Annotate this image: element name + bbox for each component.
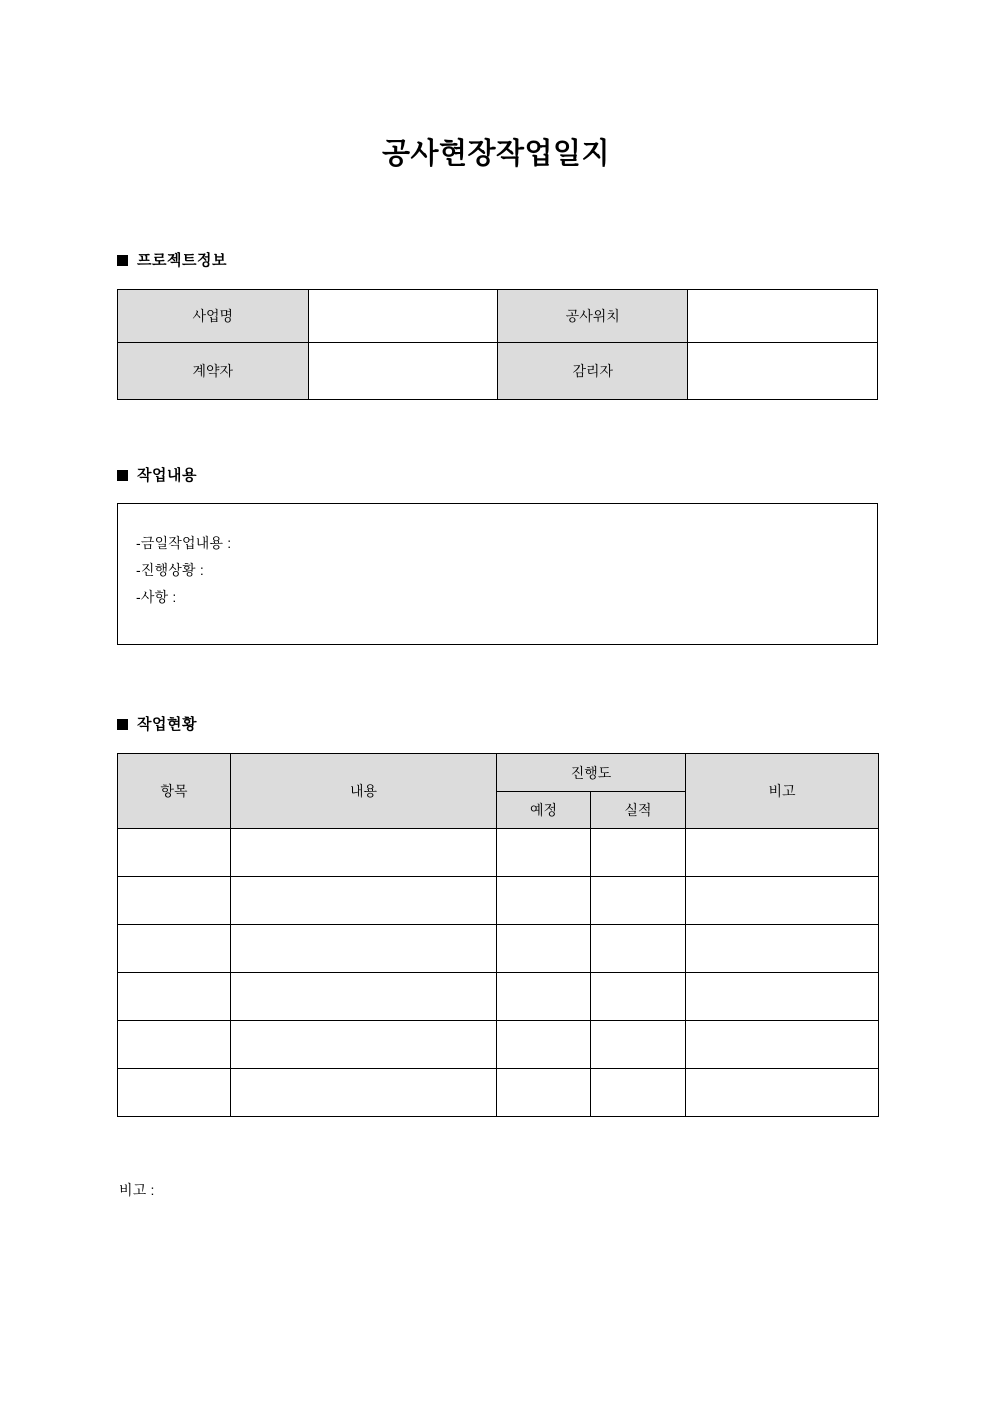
work-content-box[interactable] bbox=[117, 503, 878, 645]
cell-value-project-name[interactable] bbox=[308, 290, 497, 343]
cell-item[interactable] bbox=[118, 925, 231, 973]
work-status-table-body bbox=[118, 829, 879, 1117]
column-header-progress-planned: 예정 bbox=[497, 792, 591, 829]
section-heading-project-info bbox=[117, 251, 227, 271]
cell-item[interactable] bbox=[118, 1069, 231, 1117]
cell-actual[interactable] bbox=[591, 1021, 686, 1069]
column-header-content: 내용 bbox=[231, 754, 497, 829]
square-bullet-icon bbox=[117, 255, 128, 266]
column-header-progress-actual: 실적 bbox=[591, 792, 686, 829]
section-heading-work-content bbox=[117, 466, 197, 486]
footer-remark-label: 비고 : bbox=[119, 1182, 155, 1198]
table-row bbox=[118, 925, 879, 973]
cell-actual[interactable] bbox=[591, 1069, 686, 1117]
cell-planned[interactable] bbox=[497, 1069, 591, 1117]
square-bullet-icon bbox=[117, 719, 128, 730]
cell-item[interactable] bbox=[118, 1021, 231, 1069]
cell-remark[interactable] bbox=[686, 877, 879, 925]
table-row bbox=[118, 343, 878, 400]
work-content-line-progress: -진행상황 : bbox=[136, 562, 204, 578]
cell-label-contractor: 계약자 bbox=[118, 343, 309, 400]
cell-content[interactable] bbox=[231, 925, 497, 973]
cell-remark[interactable] bbox=[686, 1021, 879, 1069]
cell-content[interactable] bbox=[231, 1069, 497, 1117]
cell-actual[interactable] bbox=[591, 925, 686, 973]
table-row bbox=[118, 877, 879, 925]
column-header-remark: 비고 bbox=[686, 754, 879, 829]
cell-remark[interactable] bbox=[686, 925, 879, 973]
cell-label-construction-location: 공사위치 bbox=[497, 290, 688, 343]
column-header-item: 항목 bbox=[118, 754, 231, 829]
cell-label-project-name: 사업명 bbox=[118, 290, 309, 343]
section-heading-label: 작업내용 bbox=[137, 467, 197, 484]
section-heading-label: 프로젝트정보 bbox=[137, 252, 227, 269]
cell-content[interactable] bbox=[231, 973, 497, 1021]
cell-label-supervisor: 감리자 bbox=[497, 343, 688, 400]
section-heading-work-status bbox=[117, 715, 197, 735]
table-row bbox=[118, 829, 879, 877]
cell-value-supervisor[interactable] bbox=[688, 343, 878, 400]
cell-planned[interactable] bbox=[497, 925, 591, 973]
cell-actual[interactable] bbox=[591, 877, 686, 925]
cell-actual[interactable] bbox=[591, 829, 686, 877]
square-bullet-icon bbox=[117, 470, 128, 481]
table-row bbox=[118, 1069, 879, 1117]
cell-content[interactable] bbox=[231, 877, 497, 925]
cell-item[interactable] bbox=[118, 877, 231, 925]
work-content-line-matter: -사항 : bbox=[136, 589, 177, 605]
project-info-table bbox=[117, 289, 878, 400]
cell-content[interactable] bbox=[231, 829, 497, 877]
cell-item[interactable] bbox=[118, 829, 231, 877]
table-row bbox=[118, 1021, 879, 1069]
table-header-row-top bbox=[118, 754, 879, 792]
work-status-table bbox=[117, 753, 879, 1117]
cell-remark[interactable] bbox=[686, 829, 879, 877]
column-header-progress: 진행도 bbox=[497, 754, 686, 792]
cell-actual[interactable] bbox=[591, 973, 686, 1021]
cell-remark[interactable] bbox=[686, 1069, 879, 1117]
work-content-line-today: -금일작업내용 : bbox=[136, 535, 232, 551]
table-row bbox=[118, 290, 878, 343]
cell-planned[interactable] bbox=[497, 973, 591, 1021]
cell-planned[interactable] bbox=[497, 829, 591, 877]
cell-content[interactable] bbox=[231, 1021, 497, 1069]
table-row bbox=[118, 973, 879, 1021]
cell-planned[interactable] bbox=[497, 877, 591, 925]
cell-remark[interactable] bbox=[686, 973, 879, 1021]
cell-planned[interactable] bbox=[497, 1021, 591, 1069]
page-title: 공사현장작업일지 bbox=[381, 138, 611, 170]
cell-value-construction-location[interactable] bbox=[688, 290, 878, 343]
section-heading-label: 작업현황 bbox=[137, 716, 197, 733]
cell-item[interactable] bbox=[118, 973, 231, 1021]
cell-value-contractor[interactable] bbox=[308, 343, 497, 400]
